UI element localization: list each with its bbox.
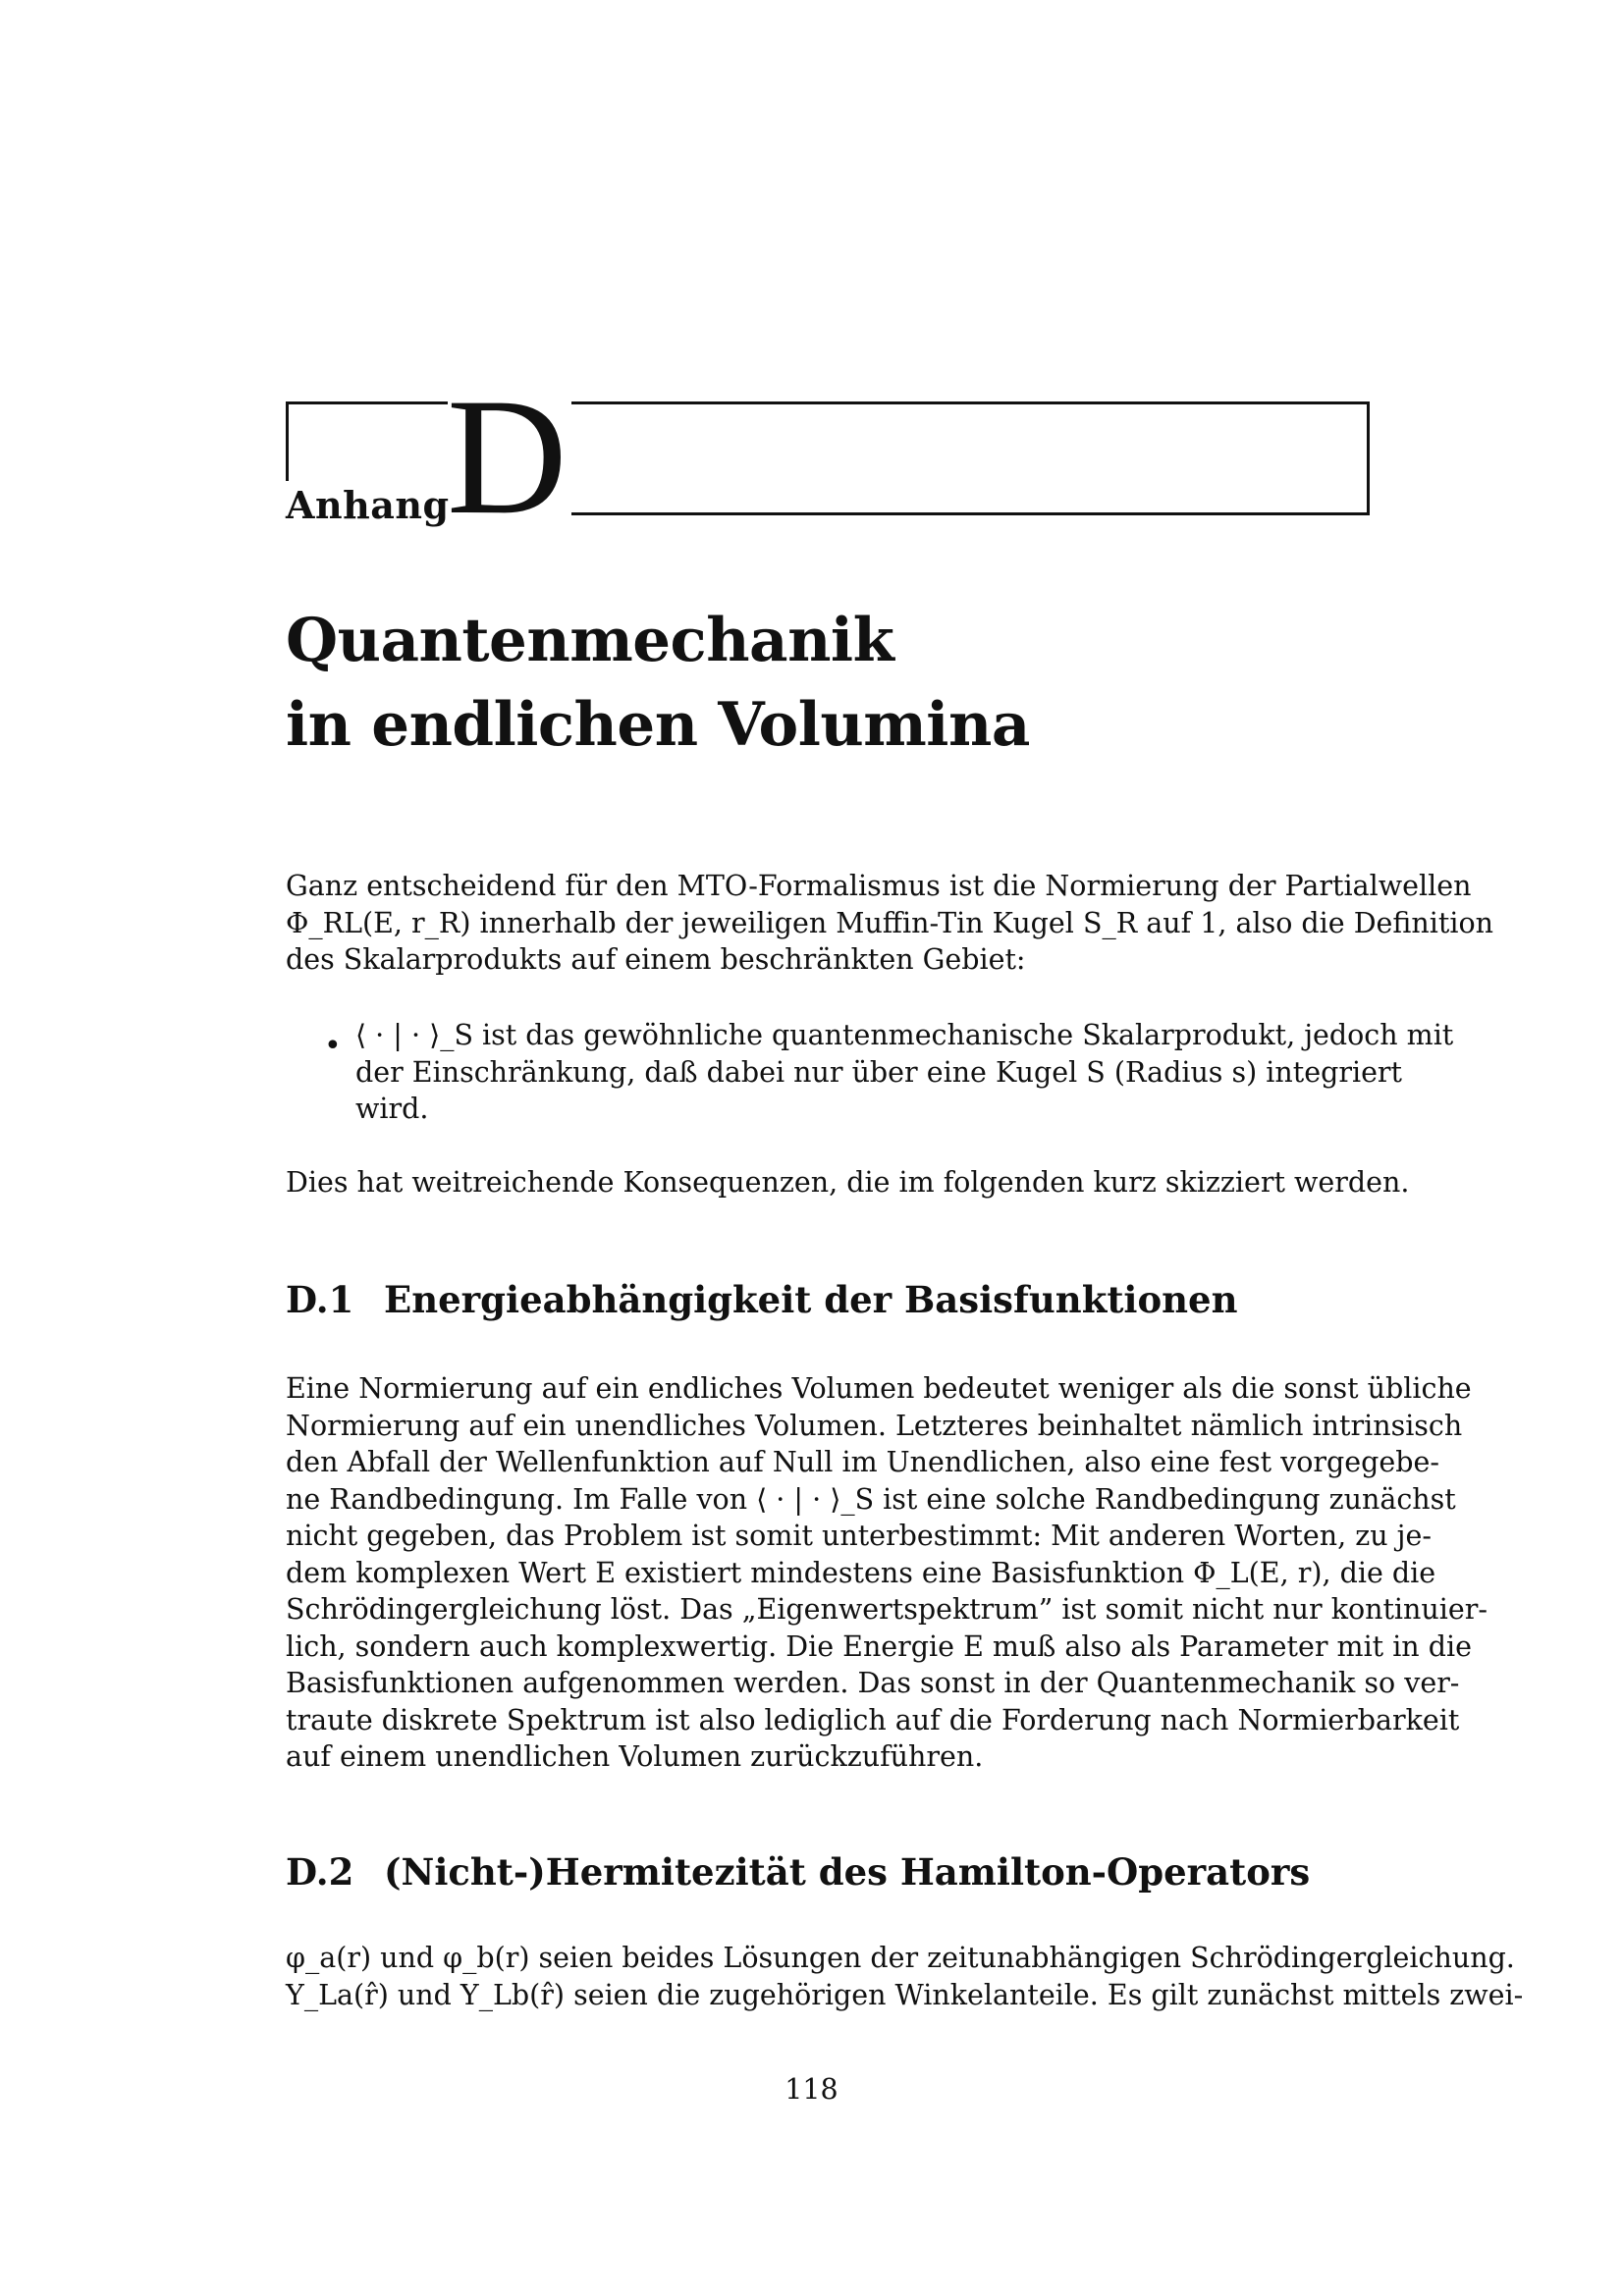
d1-line-8: lich, sondern auch komplexwertig. Die Energie E muß also als Parameter mit in die xyxy=(286,1629,1472,1663)
intro-line-3: des Skalarprodukts auf einem beschränkten Gebiet: xyxy=(286,943,1026,976)
d2-line-2: Y_La(r̂) und Y_Lb(r̂) seien die zugehörigen Winkelanteile. Es gilt zunächst mittels zwei- xyxy=(286,1978,1524,2011)
chapter-frame-left-line xyxy=(286,402,289,481)
intro-line-1: Ganz entscheidend für den MTO-Formalismus ist die Normierung der Partialwellen xyxy=(286,870,1472,902)
chapter-frame-top-line xyxy=(286,401,448,404)
section-d1-paragraph xyxy=(286,1370,1488,1776)
section-number: D.2 xyxy=(286,1850,354,1894)
section-heading-d1 xyxy=(286,1278,1238,1321)
chapter-title xyxy=(286,599,1030,768)
page-number: 118 xyxy=(784,2073,839,2106)
section-number: D.1 xyxy=(286,1278,354,1321)
d1-line-4: ne Randbedingung. Im Falle von ⟨ · | · ⟩_S ist eine solche Randbedingung zunächst xyxy=(286,1482,1456,1516)
intro-closing-line: Dies hat weitreichende Konsequenzen, die im folgenden kurz skizziert werden. xyxy=(286,1166,1410,1199)
chapter-title-line-2: in endlichen Volumina xyxy=(286,690,1030,760)
chapter-title-line-1: Quantenmechanik xyxy=(286,606,894,675)
bullet-item xyxy=(355,1017,1454,1128)
d1-line-3: den Abfall der Wellenfunktion auf Null im Unendlichen, also eine fest vorgegebe- xyxy=(286,1446,1439,1478)
section-title: (Nicht-)Hermitezität des Hamilton-Operators xyxy=(384,1850,1311,1894)
bullet-marker: • xyxy=(324,1029,342,1063)
intro-line-2: Φ_RL(E, r_R) innerhalb der jeweiligen Muffin-Tin Kugel S_R auf 1, also die Definition xyxy=(286,906,1493,939)
d1-line-9: Basisfunktionen aufgenommen werden. Das sonst in der Quantenmechanik so ver- xyxy=(286,1667,1460,1699)
chapter-letter: D xyxy=(447,364,568,549)
d1-line-10: traute diskrete Spektrum ist also lediglich auf die Forderung nach Normierbarkeit xyxy=(286,1703,1460,1736)
d1-line-7: Schrödingergleichung löst. Das „Eigenwertspektrum” ist somit nicht nur kontinuier- xyxy=(286,1593,1488,1626)
intro-paragraph xyxy=(286,868,1493,979)
d1-line-6: dem komplexen Wert E existiert mindestens eine Basisfunktion Φ_L(E, r), die die xyxy=(286,1556,1436,1589)
bullet-line-3: wird. xyxy=(355,1093,429,1125)
d1-line-2: Normierung auf ein unendliches Volumen. Letzteres beinhaltet nämlich intrinsisch xyxy=(286,1409,1463,1442)
bullet-line-1: ⟨ · | · ⟩_S ist das gewöhnliche quantenmechanische Skalarprodukt, jedoch mit xyxy=(355,1019,1454,1051)
d2-line-1: φ_a(r) und φ_b(r) seien beides Lösungen der zeitunabhängigen Schrödingergleichung. xyxy=(286,1942,1515,1974)
d1-line-11: auf einem unendlichen Volumen zurückzuführen. xyxy=(286,1740,984,1773)
section-heading-d2 xyxy=(286,1850,1310,1894)
chapter-frame-box xyxy=(571,401,1370,515)
intro-closing xyxy=(286,1164,1410,1201)
chapter-label: Anhang xyxy=(286,483,450,527)
section-d2-paragraph xyxy=(286,1940,1524,2013)
d1-line-1: Eine Normierung auf ein endliches Volumen bedeutet weniger als die sonst übliche xyxy=(286,1372,1472,1405)
d1-line-5: nicht gegeben, das Problem ist somit unterbestimmt: Mit anderen Worten, zu je- xyxy=(286,1520,1432,1552)
bullet-line-2: der Einschränkung, daß dabei nur über eine Kugel S (Radius s) integriert xyxy=(355,1055,1403,1089)
section-title: Energieabhängigkeit der Basisfunktionen xyxy=(384,1278,1238,1321)
